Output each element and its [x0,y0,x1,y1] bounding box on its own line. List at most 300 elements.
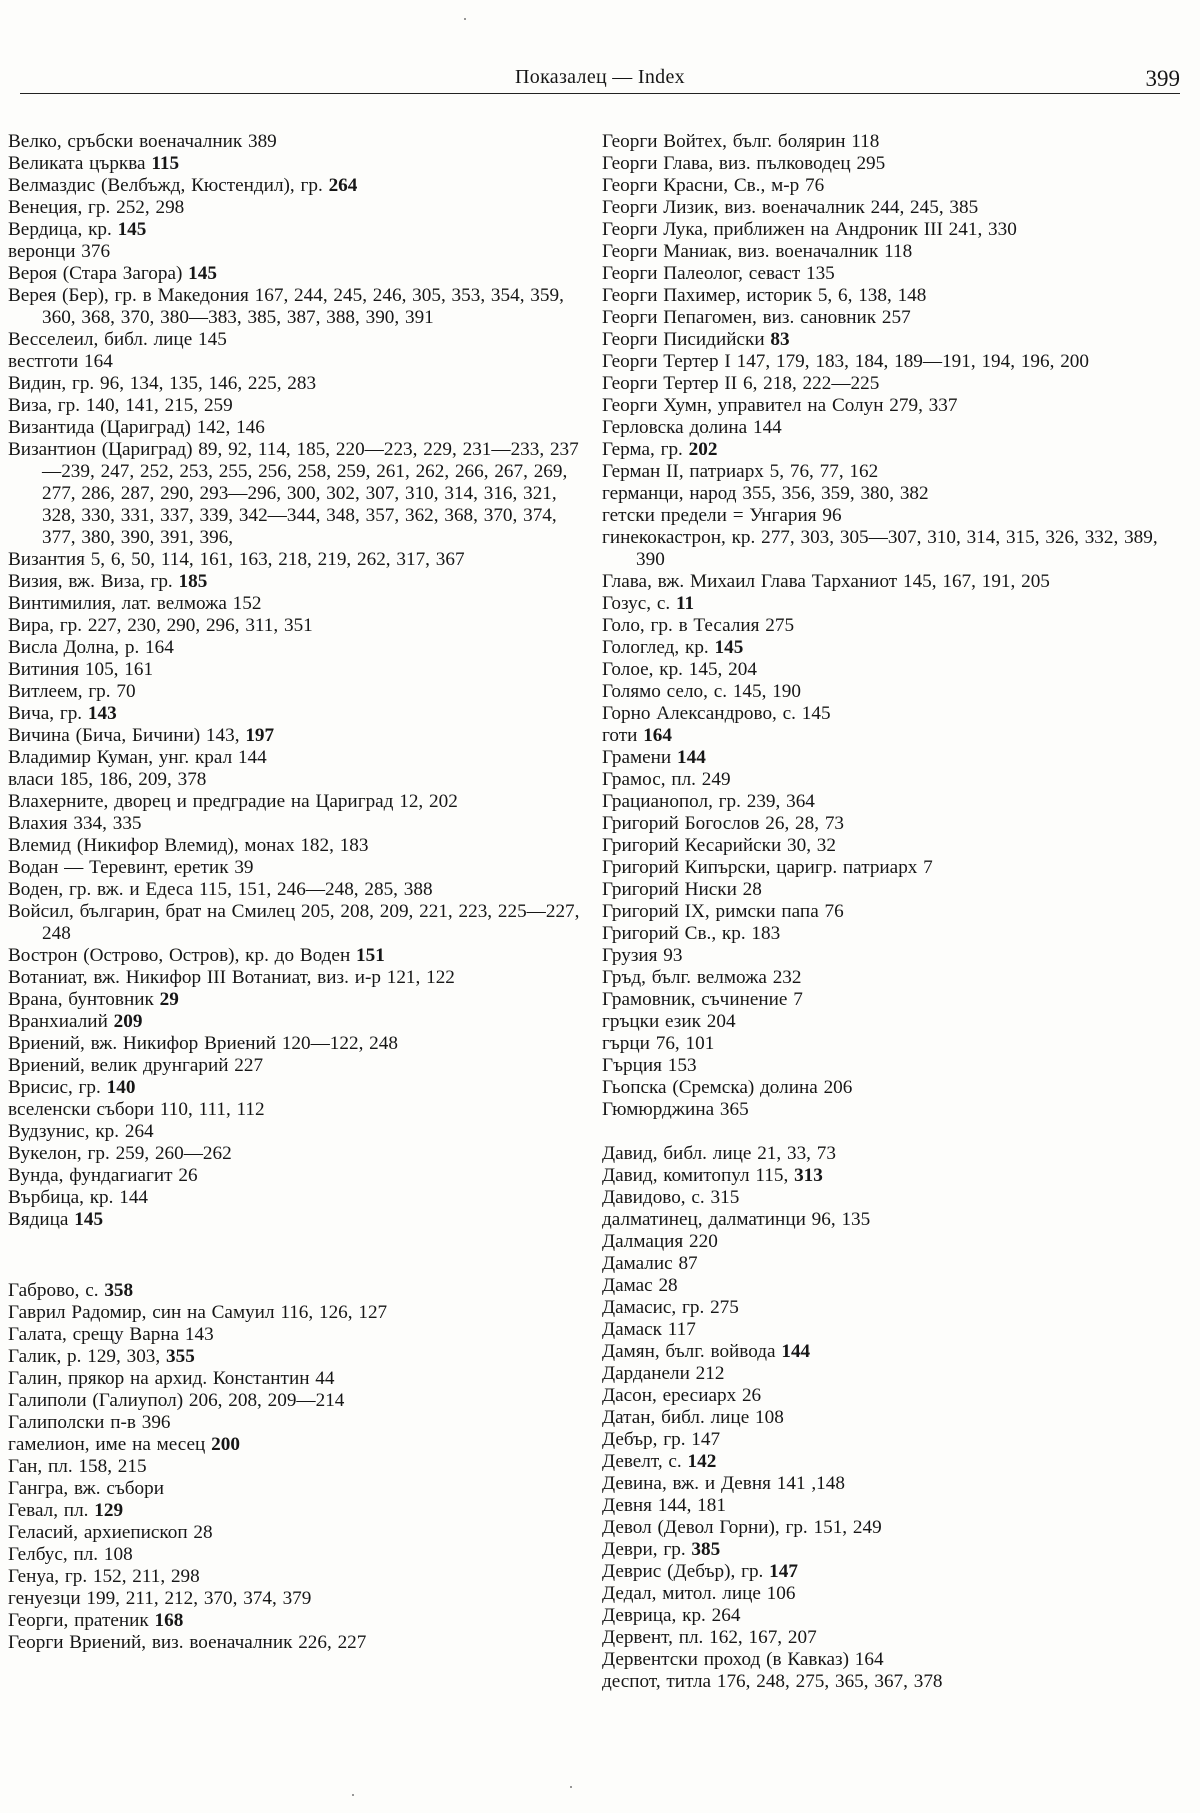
entry-text: Григорий Кесарийски 30, 32 [602,835,836,856]
index-section-g-continued [602,131,1190,1121]
entry-text: Вунда, фундагиагит 26 [8,1165,198,1186]
entry-text: Вукелон, гр. 259, 260—262 [8,1143,232,1164]
entry-text: Девол (Девол Горни), гр. 151, 249 [602,1517,882,1538]
index-entry [8,1544,593,1566]
entry-text: Вядица [8,1209,75,1230]
entry-text: Велмаздис (Велбъжд, Кюстендил), гр. [8,175,329,196]
index-entry [602,1473,1190,1495]
entry-text: Влахерните, дворец и предградие на Цариград 12, 202 [8,791,458,812]
index-entry [8,1324,593,1346]
entry-text: германци, народ 355, 356, 359, 380, 382 [602,483,929,504]
page-number: 399 [1145,66,1180,91]
index-entry [602,1253,1190,1275]
entry-text: Галик, р. 129, 303, [8,1346,166,1367]
entry-text: Дамалис 87 [602,1253,698,1274]
entry-text: Девелт, с. [602,1451,688,1472]
entry-bold-ref: 145 [117,219,147,240]
entry-text: гамелион, име на месец [8,1434,212,1455]
index-entry [8,681,593,703]
entry-bold-ref: 313 [794,1165,823,1186]
index-entry [8,1209,593,1231]
entry-text: Воден, гр. вж. и Едеса 115, 151, 246—248, 285, 388 [8,879,433,900]
index-entry [602,1649,1190,1671]
entry-text: Вудзунис, кр. 264 [8,1121,154,1142]
index-entry [602,1187,1190,1209]
entry-text: Голое, кр. 145, 204 [602,659,757,680]
entry-text: Давид, комитопул 115, [602,1165,795,1186]
index-entry [602,1011,1190,1033]
index-entry [602,1671,1190,1693]
index-entry [8,175,593,197]
index-entry [602,1099,1190,1121]
entry-text: Гологлед, кр. [602,637,715,658]
index-entry [8,593,593,615]
entry-text: Георги Тертер I 147, 179, 183, 184, 189—191, 194, 196, 200 [602,351,1089,372]
index-entry [8,1456,593,1478]
entry-text: Голо, гр. в Тесалия 275 [602,615,795,636]
index-entry [8,1280,593,1302]
index-entry [8,967,593,989]
entry-text: вселенски събори 110, 111, 112 [8,1099,265,1120]
index-entry [8,835,593,857]
index-entry [602,1209,1190,1231]
entry-bold-ref: 202 [688,439,718,460]
entry-bold-ref: 151 [356,945,385,966]
entry-text: Вриений, велик друнгарий 227 [8,1055,264,1076]
entry-text: Дасон, ересиарх 26 [602,1385,762,1406]
entry-text: гръцки език 204 [602,1011,736,1032]
entry-text: далматинец, далматинци 96, 135 [602,1209,871,1230]
entry-text: Врана, бунтовник [8,989,160,1010]
index-entry [8,439,593,549]
index-entry [8,879,593,901]
entry-bold-ref: 11 [676,593,695,614]
entry-text: Дамаск 117 [602,1319,696,1340]
entry-bold-ref: 355 [166,1346,195,1367]
entry-text: Водан — Теревинт, еретик 39 [8,857,254,878]
index-entry [602,681,1190,703]
index-entry [602,1165,1190,1187]
entry-text: Вичина (Бича, Бичини) 143, [8,725,246,746]
entry-text: Дебър, гр. 147 [602,1429,721,1450]
index-entry [8,131,593,153]
entry-text: Грамос, пл. 249 [602,769,731,790]
index-entry [602,1143,1190,1165]
index-entry [8,1143,593,1165]
entry-bold-ref: 144 [781,1341,811,1362]
index-entry [602,175,1190,197]
index-entry [8,1500,593,1522]
entry-text: Грамени [602,747,677,768]
entry-text: Голямо село, с. 145, 190 [602,681,801,702]
index-entry [8,153,593,175]
entry-bold-ref: 147 [769,1561,798,1582]
index-entry [602,901,1190,923]
index-entry [8,1165,593,1187]
entry-text: Георги Пепагомен, виз. сановник 257 [602,307,911,328]
entry-text: Гангра, вж. събори [8,1478,164,1499]
entry-text: Виза, гр. 140, 141, 215, 259 [8,395,233,416]
index-entry [8,1390,593,1412]
entry-text: Глава, вж. Михаил Глава Тарханиот 145, 167, 191, 205 [602,571,1050,592]
scan-speck [464,18,466,20]
entry-text: Георги Палеолог, севаст 135 [602,263,835,284]
index-entry [8,725,593,747]
entry-text: Вранхиалий [8,1011,114,1032]
index-entry [602,659,1190,681]
entry-bold-ref: 209 [113,1011,143,1032]
index-entry [8,1077,593,1099]
index-entry [602,1627,1190,1649]
index-entry [602,527,1190,571]
index-entry [602,1429,1190,1451]
index-entry [602,505,1190,527]
index-entry [602,351,1190,373]
entry-bold-ref: 143 [87,703,117,724]
entry-text: Дервентски проход (в Кавказ) 164 [602,1649,884,1670]
index-entry [602,1341,1190,1363]
scan-speck [570,1786,572,1788]
entry-text: Владимир Куман, унг. крал 144 [8,747,267,768]
index-entry [602,835,1190,857]
index-entry [602,395,1190,417]
entry-text: власи 185, 186, 209, 378 [8,769,207,790]
entry-text: Георги Лизик, виз. военачалник 244, 245, 385 [602,197,979,218]
index-entry [602,725,1190,747]
index-entry [8,1011,593,1033]
entry-text: Георги Глава, виз. пълководец 295 [602,153,886,174]
index-entry [8,373,593,395]
entry-text: Галата, срещу Варна 143 [8,1324,214,1345]
index-entry [8,351,593,373]
index-entry [8,1522,593,1544]
entry-text: Георги Писидийски [602,329,771,350]
entry-bold-ref: 185 [178,571,208,592]
entry-text: Датан, библ. лице 108 [602,1407,784,1428]
entry-text: Грацианопол, гр. 239, 364 [602,791,815,812]
entry-text: Влахия 334, 335 [8,813,142,834]
index-section-d [602,1143,1190,1693]
index-entry [602,1275,1190,1297]
index-entry [602,1055,1190,1077]
entry-bold-ref: 264 [328,175,358,196]
entry-text: Григорий Кипърски, царигр. патриарх 7 [602,857,933,878]
index-entry [602,1407,1190,1429]
entry-text: Гелбус, пл. 108 [8,1544,133,1565]
index-entry [602,747,1190,769]
entry-text: деспот, титла 176, 248, 275, 365, 367, 378 [602,1671,943,1692]
entry-text: Грузия 93 [602,945,683,966]
entry-text: Витлеем, гр. 70 [8,681,136,702]
index-entry [8,1187,593,1209]
entry-text: Влемид (Никифор Влемид), монах 182, 183 [8,835,369,856]
entry-text: гърци 76, 101 [602,1033,715,1054]
index-entry [602,197,1190,219]
index-column-right [602,131,1190,1693]
section-gap [602,1121,1190,1143]
entry-bold-ref: 168 [154,1610,184,1631]
entry-bold-ref: 115 [151,153,180,174]
index-entry [8,417,593,439]
index-entry [602,219,1190,241]
index-entry [602,461,1190,483]
entry-text: Винтимилия, лат. велможа 152 [8,593,262,614]
entry-text: Вердица, кр. [8,219,118,240]
entry-text: Далмация 220 [602,1231,718,1252]
index-entry [8,1346,593,1368]
entry-text: Вотаниат, вж. Никифор III Вотаниат, виз. и-р 121, 122 [8,967,455,988]
entry-text: Девня 144, 181 [602,1495,726,1516]
index-entry [602,483,1190,505]
index-entry [602,1033,1190,1055]
entry-bold-ref: 358 [104,1280,134,1301]
entry-text: Витиния 105, 161 [8,659,154,680]
index-entry [602,1451,1190,1473]
index-entry [8,945,593,967]
index-entry [8,1566,593,1588]
index-entry [8,659,593,681]
index-entry [8,1588,593,1610]
entry-text: Войсил, българин, брат на Смилец 205, 208, 209, 221, 223, 225—227, 248 [8,901,580,944]
entry-text: Герман II, патриарх 5, 76, 77, 162 [602,461,879,482]
entry-text: гетски предели = Унгария 96 [602,505,842,526]
entry-text: Герловска долина 144 [602,417,782,438]
index-entry [8,1610,593,1632]
entry-text: готи [602,725,644,746]
index-entry [602,131,1190,153]
index-entry [602,153,1190,175]
index-entry [602,879,1190,901]
entry-text: Видин, гр. 96, 134, 135, 146, 225, 283 [8,373,317,394]
entry-text: Велко, сръбски военачалник 389 [8,131,277,152]
entry-text: Георги Войтех, бълг. болярин 118 [602,131,880,152]
entry-text: Весселеил, библ. лице 145 [8,329,227,350]
index-entry [602,263,1190,285]
index-entry [8,769,593,791]
entry-bold-ref: 145 [188,263,217,284]
entry-text: Григорий IX, римски папа 76 [602,901,844,922]
index-entry [602,1539,1190,1561]
index-entry [602,857,1190,879]
index-entry [602,1495,1190,1517]
index-entry [602,373,1190,395]
entry-text: Верея (Бер), гр. в Македония 167, 244, 245, 246, 305, 353, 354, 359, 360, 368, 370, 380—383, 385, 387, 388, 390, 391 [8,285,564,328]
index-entry [8,791,593,813]
index-entry [602,571,1190,593]
page-header [20,62,1180,102]
entry-bold-ref: 385 [691,1539,721,1560]
entry-bold-ref: 83 [770,329,790,350]
entry-text: Георги Вриений, виз. военачалник 226, 227 [8,1632,367,1653]
entry-text: Врисис, гр. [8,1077,107,1098]
entry-text: Григорий Ниски 28 [602,879,762,900]
index-entry [602,1297,1190,1319]
index-entry [602,637,1190,659]
entry-text: Дамас 28 [602,1275,678,1296]
entry-text: Деври, гр. [602,1539,692,1560]
index-entry [602,769,1190,791]
entry-bold-ref: 164 [643,725,672,746]
entry-text: Габрово, с. [8,1280,105,1301]
entry-bold-ref: 145 [714,637,744,658]
entry-bold-ref: 140 [106,1077,136,1098]
entry-text: Галиполски п-в 396 [8,1412,171,1433]
entry-text: Ган, пл. 158, 215 [8,1456,147,1477]
entry-text: Георги Лука, приближен на Андроник III 241, 330 [602,219,1017,240]
entry-text: Вострон (Острово, Остров), кр. до Воден [8,945,357,966]
index-entry [602,1319,1190,1341]
entry-text: Венеция, гр. 252, 298 [8,197,185,218]
index-entry [602,967,1190,989]
index-entry [602,1605,1190,1627]
index-entry [8,703,593,725]
index-entry [602,285,1190,307]
index-entry [8,1033,593,1055]
entry-text: Горно Александрово, с. 145 [602,703,831,724]
entry-bold-ref: 145 [74,1209,104,1230]
index-section-v [8,131,593,1231]
header-rule [20,93,1180,94]
entry-text: Давид, библ. лице 21, 33, 73 [602,1143,836,1164]
entry-text: Гръд, бълг. велможа 232 [602,967,802,988]
entry-text: Дамасис, гр. 275 [602,1297,739,1318]
entry-text: Вриений, вж. Никифор Вриений 120—122, 248 [8,1033,398,1054]
entry-bold-ref: 129 [94,1500,124,1521]
index-entry [602,1231,1190,1253]
index-entry [8,615,593,637]
index-entry [8,989,593,1011]
index-entry [8,901,593,945]
index-entry [8,197,593,219]
index-entry [602,813,1190,835]
index-entry [8,1302,593,1324]
entry-text: Георги Красни, Св., м-р 76 [602,175,825,196]
index-entry [602,1561,1190,1583]
index-entry [8,241,593,263]
entry-text: генуезци 199, 211, 212, 370, 374, 379 [8,1588,312,1609]
entry-bold-ref: 144 [677,747,706,768]
entry-text: Дамян, бълг. войвода [602,1341,782,1362]
entry-text: Галин, прякор на архид. Константин 44 [8,1368,335,1389]
entry-text: Герма, гр. [602,439,689,460]
index-entry [8,637,593,659]
entry-text: Върбица, кр. 144 [8,1187,149,1208]
entry-text: Девина, вж. и Девня 141 ,148 [602,1473,845,1494]
entry-text: Георги Тертер II 6, 218, 222—225 [602,373,880,394]
index-entry [602,1363,1190,1385]
index-entry [8,285,593,329]
index-entry [602,923,1190,945]
index-entry [8,219,593,241]
index-entry [602,329,1190,351]
index-entry [602,945,1190,967]
entry-text: Давидово, с. 315 [602,1187,740,1208]
entry-text: Гозус, с. [602,593,676,614]
entry-text: веронци 376 [8,241,111,262]
entry-text: Византида (Цариград) 142, 146 [8,417,265,438]
index-entry [602,1077,1190,1099]
entry-text: Галиполи (Галиупол) 206, 208, 209—214 [8,1390,345,1411]
entry-text: Гърция 153 [602,1055,697,1076]
index-entry [8,571,593,593]
scan-speck [352,1794,354,1796]
index-entry [602,791,1190,813]
index-section-g [8,1280,593,1654]
entry-text: Дедал, митол. лице 106 [602,1583,796,1604]
entry-text: Гаврил Радомир, син на Самуил 116, 126, 127 [8,1302,388,1323]
index-entry [8,1478,593,1500]
entry-text: вестготи 164 [8,351,113,372]
index-entry [602,307,1190,329]
entry-text: Григорий Св., кр. 183 [602,923,781,944]
index-entry [602,615,1190,637]
index-entry [8,857,593,879]
entry-bold-ref: 200 [211,1434,240,1455]
entry-text: Висла Долна, р. 164 [8,637,174,658]
index-entry [602,1583,1190,1605]
index-entry [602,1517,1190,1539]
entry-bold-ref: 197 [245,725,275,746]
entry-bold-ref: 29 [159,989,179,1010]
entry-text: Геласий, архиепископ 28 [8,1522,213,1543]
index-entry [602,593,1190,615]
entry-text: Вича, гр. [8,703,88,724]
entry-text: Георги Пахимер, историк 5, 6, 138, 148 [602,285,927,306]
entry-text: Деврис (Дебър), гр. [602,1561,770,1582]
index-entry [8,1055,593,1077]
index-entry [602,989,1190,1011]
index-entry [602,703,1190,725]
entry-text: Григорий Богослов 26, 28, 73 [602,813,845,834]
entry-text: Византион (Цариград) 89, 92, 114, 185, 220—223, 229, 231—233, 237—239, 247, 252, 253, 255, 256, 258, 259, 261, 262, 266, 267, 269, 277, 286, 287, 290, 293—296, 300, 302, 307, 310, 314, 316, 321, 328, 330, 331, 337, 339, 342—344, 348, 357, 362, 368, 370, 374, 377, 380, 390, 391, 396, [8,439,579,548]
entry-text: Гьопска (Сремска) долина 206 [602,1077,853,1098]
index-entry [602,1385,1190,1407]
index-entry [8,1368,593,1390]
index-entry [8,1099,593,1121]
entry-text: Дарданели 212 [602,1363,725,1384]
index-entry [8,813,593,835]
entry-text: Гевал, пл. [8,1500,95,1521]
entry-text: Гюмюрджина 365 [602,1099,749,1120]
index-entry [8,1412,593,1434]
entry-text: гинекокастрон, кр. 277, 303, 305—307, 310, 314, 315, 326, 332, 389, 390 [602,527,1158,570]
index-entry [602,241,1190,263]
index-entry [8,329,593,351]
entry-text: Вероя (Стара Загора) [8,263,189,284]
index-entry [8,263,593,285]
index-entry [602,439,1190,461]
entry-text: Деврица, кр. 264 [602,1605,741,1626]
section-gap [8,1231,593,1280]
entry-text: Визия, вж. Виза, гр. [8,571,179,592]
entry-text: Византия 5, 6, 50, 114, 161, 163, 218, 219, 262, 317, 367 [8,549,465,570]
page-title: Показалец — Index [515,66,685,88]
entry-text: Дервент, пл. 162, 167, 207 [602,1627,817,1648]
entry-text: Георги Хумн, управител на Солун 279, 337 [602,395,958,416]
entry-text: Генуа, гр. 152, 211, 298 [8,1566,200,1587]
entry-text: Великата църква [8,153,152,174]
entry-text: Грамовник, съчинение 7 [602,989,803,1010]
entry-text: Георги, пратеник [8,1610,155,1631]
index-entry [8,747,593,769]
index-entry [602,417,1190,439]
entry-bold-ref: 142 [687,1451,717,1472]
index-entry [8,1121,593,1143]
index-column-left [8,131,593,1654]
entry-text: Георги Маниак, виз. военачалник 118 [602,241,913,262]
entry-text: Вира, гр. 227, 230, 290, 296, 311, 351 [8,615,313,636]
index-entry [8,395,593,417]
